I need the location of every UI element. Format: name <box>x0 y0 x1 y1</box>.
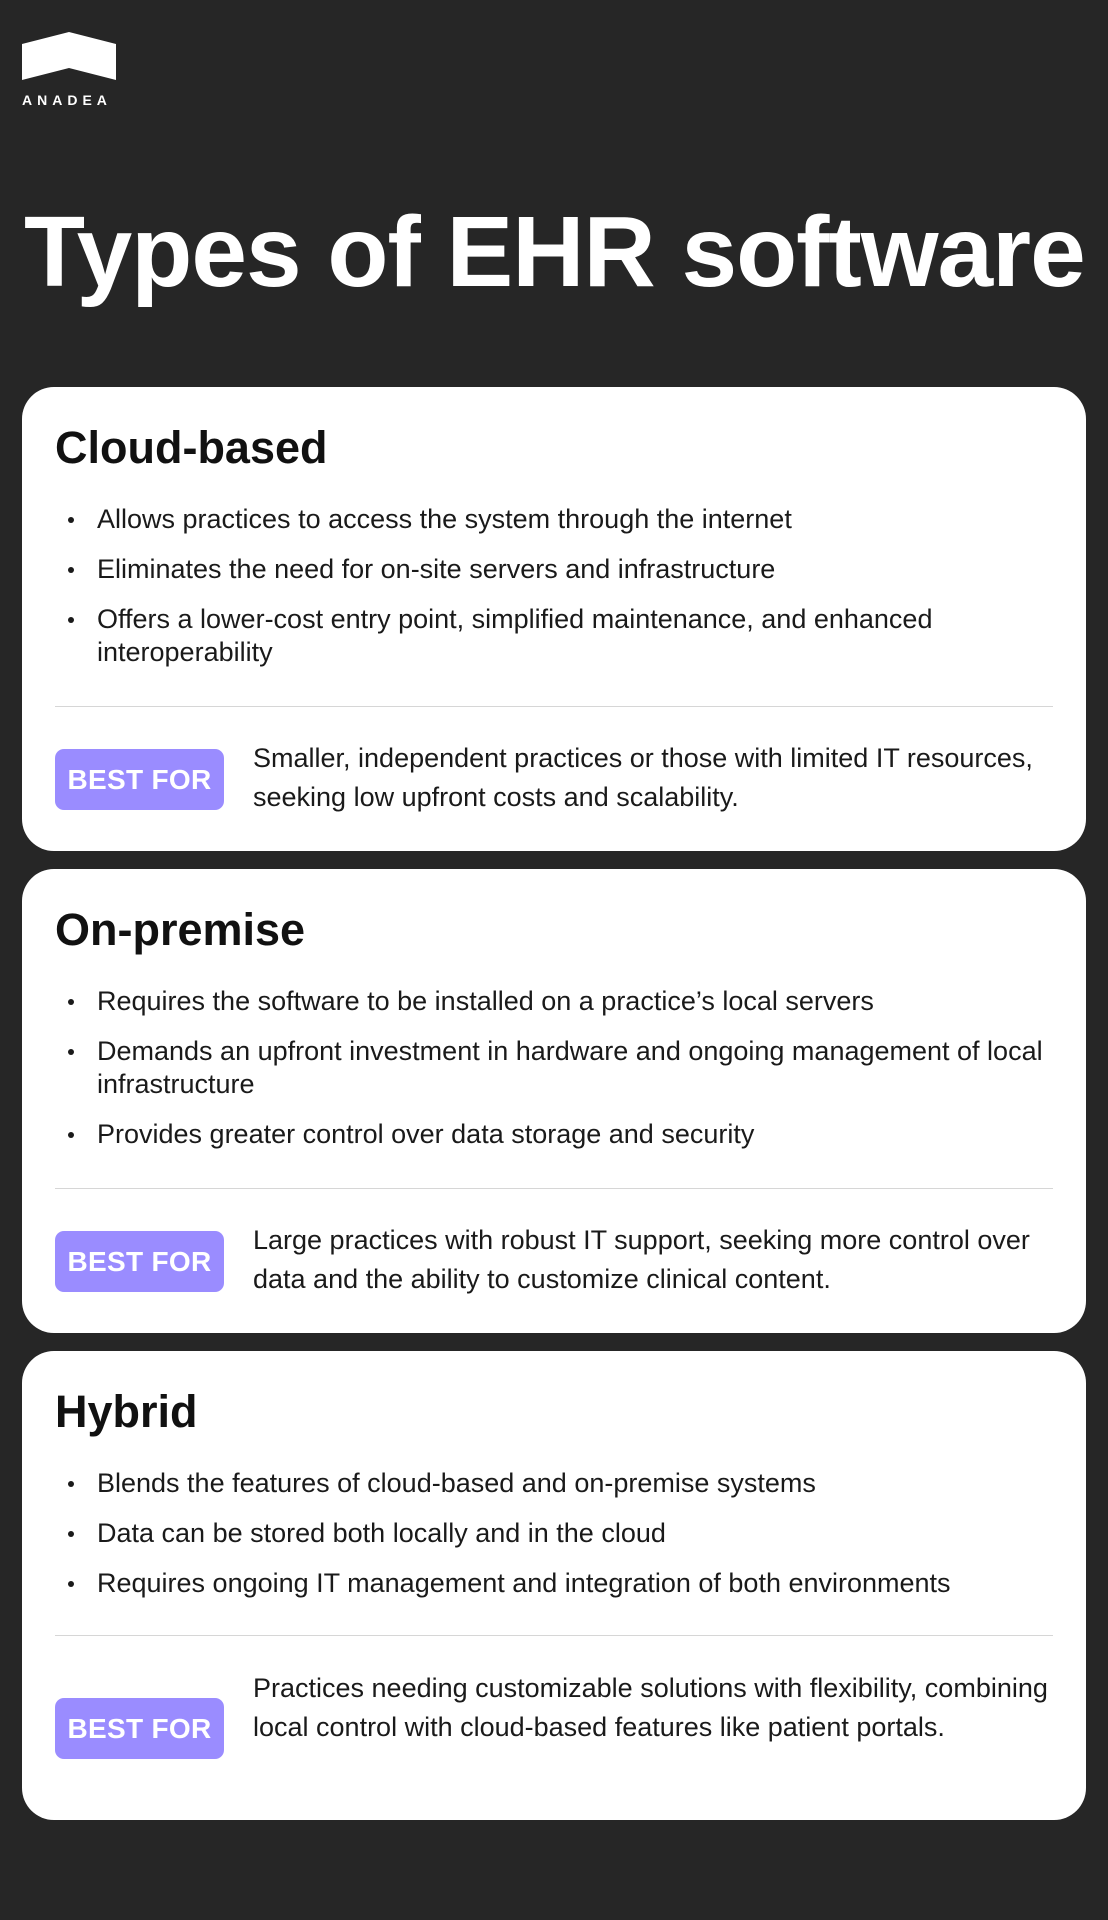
card-cloud-based <box>22 387 1086 851</box>
bullet-dot-icon <box>68 1049 74 1055</box>
bullet-item <box>55 603 1065 669</box>
bullet-text: Offers a lower-cost entry point, simplified maintenance, and enhanced interoperability <box>97 604 933 667</box>
bullet-dot-icon <box>68 1531 74 1537</box>
bullet-text: Allows practices to access the system through the internet <box>97 504 792 534</box>
bullet-text: Requires ongoing IT management and integration of both environments <box>97 1568 951 1598</box>
bullet-list <box>55 985 1065 1168</box>
best-for-text: Smaller, independent practices or those with limited IT resources, seeking low upfront costs and scalability. <box>253 743 1033 812</box>
card-title: Cloud-based <box>55 422 328 473</box>
card-hybrid <box>22 1351 1086 1820</box>
bullet-item <box>55 985 1065 1018</box>
bullet-text: Blends the features of cloud-based and on-premise systems <box>97 1468 816 1498</box>
bullet-list <box>55 503 1065 686</box>
bullet-text: Requires the software to be installed on a practice’s local servers <box>97 986 874 1016</box>
divider <box>55 706 1053 707</box>
brand-name: ANADEA <box>22 92 112 108</box>
brand-logo <box>22 32 118 108</box>
bullet-list <box>55 1467 1065 1617</box>
bullet-item <box>55 503 1065 536</box>
best-for-badge: BEST FOR <box>55 749 224 810</box>
bullet-dot-icon <box>68 567 74 573</box>
card-on-premise <box>22 869 1086 1333</box>
bullet-dot-icon <box>68 617 74 623</box>
bullet-item <box>55 1467 1065 1500</box>
bullet-item <box>55 1118 1065 1151</box>
bullet-text: Provides greater control over data storage and security <box>97 1119 755 1149</box>
bullet-dot-icon <box>68 1132 74 1138</box>
bullet-item <box>55 1035 1065 1101</box>
bullet-dot-icon <box>68 999 74 1005</box>
card-title: Hybrid <box>55 1386 198 1437</box>
divider <box>55 1188 1053 1189</box>
bullet-dot-icon <box>68 1481 74 1487</box>
best-for-text: Practices needing customizable solutions with flexibility, combining local control with cloud-based features like patient portals. <box>253 1673 1048 1742</box>
card-title: On-premise <box>55 904 306 955</box>
bullet-item <box>55 1517 1065 1550</box>
bullet-item <box>55 553 1065 586</box>
divider <box>55 1635 1053 1636</box>
bullet-item <box>55 1567 1065 1600</box>
best-for-badge: BEST FOR <box>55 1698 224 1759</box>
best-for-text: Large practices with robust IT support, seeking more control over data and the ability to customize clinical content. <box>253 1225 1030 1294</box>
bullet-text: Data can be stored both locally and in the cloud <box>97 1518 666 1548</box>
bullet-text: Eliminates the need for on-site servers and infrastructure <box>97 554 776 584</box>
page-title: Types of EHR software <box>24 196 1085 308</box>
bullet-text: Demands an upfront investment in hardware and ongoing management of local infrastructure <box>97 1036 1043 1099</box>
bullet-dot-icon <box>68 1581 74 1587</box>
bullet-dot-icon <box>68 517 74 523</box>
roof-shape-logo-icon <box>22 32 116 80</box>
best-for-badge: BEST FOR <box>55 1231 224 1292</box>
